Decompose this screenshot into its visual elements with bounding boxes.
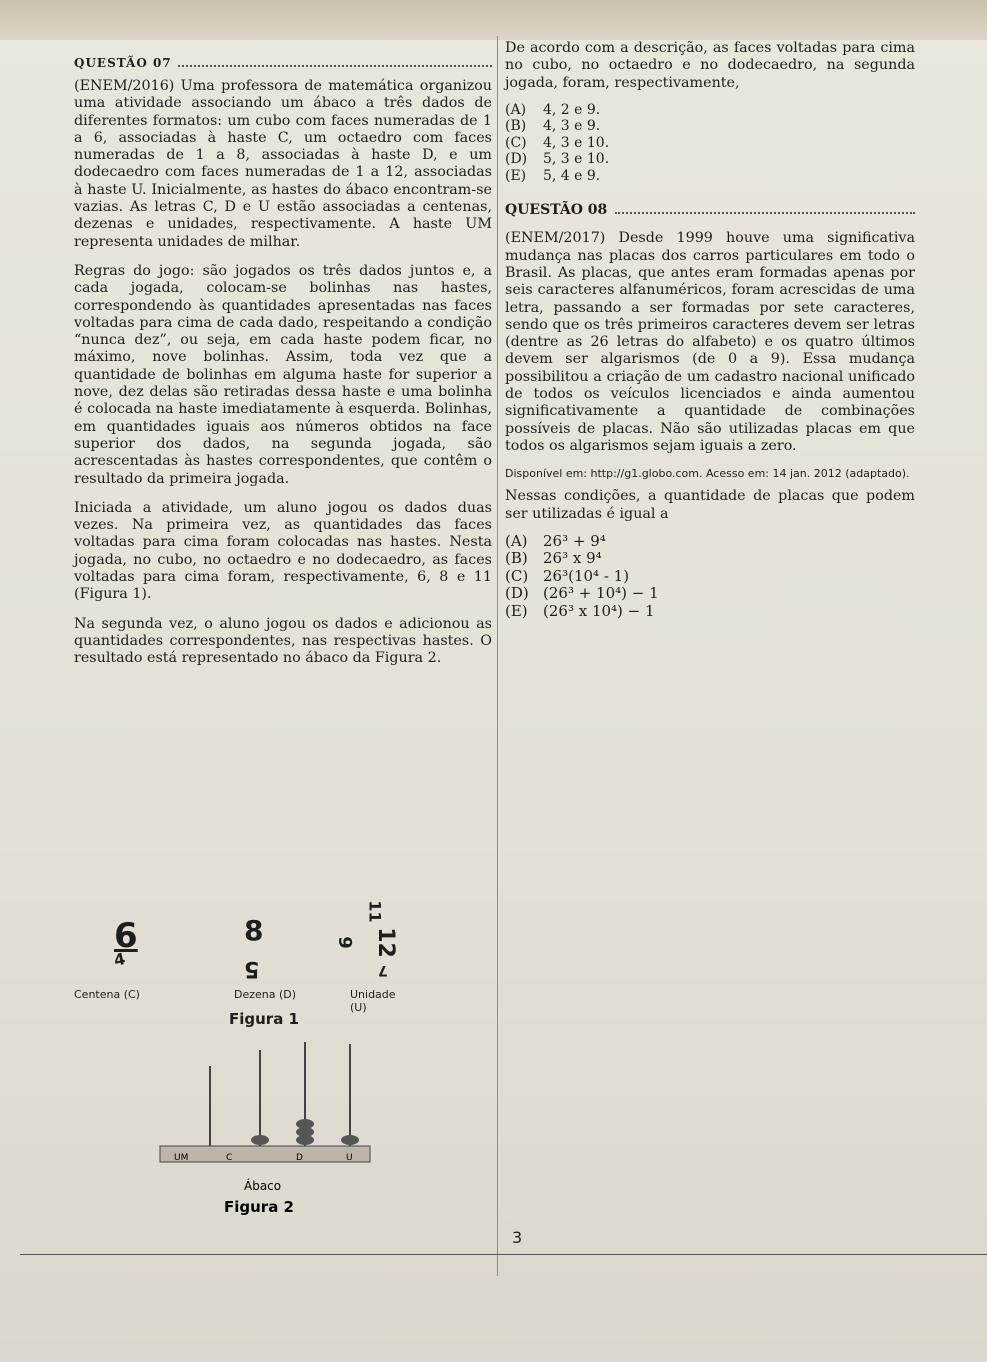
question-07-paragraph-4: Na segunda vez, o aluno jogou os dados e adicionou as quantidades correspondentes, nas respectivas hastes. O resultado está representado no ábaco da Figura 2. bbox=[74, 615, 492, 667]
column-divider bbox=[497, 36, 498, 1276]
figure-1 bbox=[74, 900, 398, 1036]
figure-2-abacus bbox=[150, 1036, 380, 1236]
option-key: (C) bbox=[505, 134, 527, 151]
dodecahedron-die-left: 6 bbox=[335, 936, 357, 949]
rod-label-u: U bbox=[346, 1153, 353, 1163]
option-text: 5, 4 e 9. bbox=[543, 167, 601, 184]
rod-label-c: C bbox=[226, 1153, 233, 1163]
option-item[interactable] bbox=[505, 118, 915, 135]
option-text: 4, 2 e 9. bbox=[543, 101, 601, 118]
option-text: 4, 3 e 10. bbox=[543, 134, 610, 151]
page-number: 3 bbox=[512, 1228, 523, 1247]
option-text: 5, 3 e 10. bbox=[543, 151, 610, 168]
question-07-paragraph-3: Iniciada a atividade, um aluno jogou os dados duas vezes. Na primeira vez, as quantidades das faces voltadas para cima foram colocadas nas hastes. Nesta jogada, no cubo, no octaedro e no dodecaedro, as faces voltadas para cima foram, respectivamente, 6, 8 e 11 (Figura 1). bbox=[74, 499, 492, 603]
option-text: 26³ + 9⁴ bbox=[543, 531, 606, 550]
option-item[interactable] bbox=[505, 603, 915, 621]
octahedron-die-face: 8 bbox=[244, 914, 264, 947]
question-08-title-row bbox=[505, 202, 915, 218]
cube-die-face: 6 bbox=[114, 916, 138, 956]
rod-label-d: D bbox=[296, 1153, 303, 1163]
right-column bbox=[505, 40, 915, 620]
decorative-line bbox=[178, 59, 492, 67]
dodecahedron-die-top: 11 bbox=[365, 900, 385, 923]
question-08-options bbox=[505, 533, 915, 621]
option-key: (D) bbox=[505, 584, 529, 603]
option-key: (E) bbox=[505, 601, 528, 620]
option-item[interactable] bbox=[505, 135, 915, 152]
option-text: (26³ x 10⁴) − 1 bbox=[543, 601, 655, 620]
question-08-paragraph: (ENEM/2017) Desde 1999 houve uma significativa mudança nas placas dos carros particulares em todo o Brasil. As placas, que antes eram formadas apenas por seis caracteres alfanuméricos, foram acrescidas de uma letra, passando a ser formadas por sete caracteres, sendo que os três primeiros caracteres devem ser letras (dentre as 26 letras do alfabeto) e os quatro últimos devem ser algarismos (de 0 a 9). Essa mudança possibilitou a criação de um cadastro nacional unificado de todos os veículos licenciados e ainda aumentou significativamente a quantidade de combinações possíveis de placas. Não são utilizadas placas em que todos os algarismos sejam iguais a zero. bbox=[505, 230, 915, 454]
figure-1-caption: Figura 1 bbox=[229, 1010, 299, 1028]
question-08-source: Disponível em: http://g1.globo.com. Acesso em: 14 jan. 2012 (adaptado). bbox=[505, 467, 910, 481]
option-key: (B) bbox=[505, 549, 528, 568]
cube-die-side: 4 bbox=[112, 949, 127, 970]
question-08-question: Nessas condições, a quantidade de placas que podem ser utilizadas é igual a bbox=[505, 488, 915, 522]
torn-paper-edge bbox=[0, 0, 987, 40]
option-item[interactable] bbox=[505, 151, 915, 168]
abacus-drawing bbox=[150, 1036, 380, 1236]
option-key: (A) bbox=[505, 531, 528, 550]
option-item[interactable] bbox=[505, 568, 915, 586]
option-key: (E) bbox=[505, 167, 527, 184]
option-item[interactable] bbox=[505, 168, 915, 185]
option-item[interactable] bbox=[505, 550, 915, 568]
label-centena: Centena (C) bbox=[74, 988, 140, 1001]
label-unidade: Unidade (U) bbox=[350, 988, 396, 1014]
option-key: (C) bbox=[505, 566, 529, 585]
octahedron-die-side: 5 bbox=[244, 956, 260, 981]
option-text: 26³ x 9⁴ bbox=[543, 549, 602, 568]
option-key: (B) bbox=[505, 118, 527, 135]
label-dezena: Dezena (D) bbox=[234, 988, 297, 1001]
option-key: (A) bbox=[505, 101, 527, 118]
question-07-paragraph-1: (ENEM/2016) Uma professora de matemática organizou uma atividade associando um ábaco a três dados de diferentes formatos: um cubo com faces numeradas de 1 a 6, associadas à haste C, um octaedro com faces numeradas de 1 a 8, associadas à haste D, e um dodecaedro com faces numeradas de 1 a 12, associadas à haste U. Inicialmente, as hastes do ábaco encontram-se vazias. As letras C, D e U estão associadas a centenas, dezenas e unidades, respectivamente. A haste UM representa unidades de milhar. bbox=[74, 78, 492, 250]
decorative-line bbox=[615, 206, 915, 214]
option-key: (D) bbox=[505, 151, 528, 168]
dodecahedron-die-face: 12 bbox=[372, 927, 398, 958]
bead-d-3 bbox=[296, 1119, 314, 1129]
option-item[interactable] bbox=[505, 533, 915, 551]
question-07-left-column bbox=[74, 56, 492, 668]
rod-label-um: UM bbox=[174, 1153, 189, 1163]
question-07-title: QUESTÃO 07 bbox=[74, 56, 172, 70]
option-text: 26³(10⁴ - 1) bbox=[543, 566, 630, 585]
dodecahedron-die-bottom: 7 bbox=[378, 962, 388, 978]
abacus-base bbox=[160, 1146, 370, 1162]
bead-u-1 bbox=[341, 1135, 359, 1145]
abacus-name: Ábaco bbox=[244, 1179, 282, 1193]
figure-2-caption: Figura 2 bbox=[224, 1198, 294, 1216]
question-08-title: QUESTÃO 08 bbox=[505, 202, 608, 219]
question-07-paragraph-2: Regras do jogo: são jogados os três dados juntos e, a cada jogada, colocam-se bolinhas nas hastes, correspondendo às quantidades apresentadas nas faces voltadas para cima de cada dado, respeitando a condição “nunca dez”, ou seja, em cada haste podem ficar, no máximo, nove bolinhas. Assim, toda vez que a quantidade de bolinhas em alguma haste for superior a nove, dez delas são retiradas dessa haste e uma bolinha é colocada na haste imediatamente à esquerda. Bolinhas, em quantidades iguais aos números obtidos na face superior dos dados, na segunda jogada, são acrescentadas às hastes correspondentes, que contêm o resultado da primeira jogada. bbox=[74, 262, 492, 487]
bead-c-1 bbox=[251, 1135, 269, 1145]
option-item[interactable] bbox=[505, 585, 915, 603]
question-07-options bbox=[505, 102, 915, 185]
bottom-rule bbox=[20, 1254, 987, 1255]
option-text: 4, 3 e 9. bbox=[543, 118, 601, 135]
option-text: (26³ + 10⁴) − 1 bbox=[543, 584, 659, 603]
option-item[interactable] bbox=[505, 102, 915, 119]
question-07-intro: De acordo com a descrição, as faces voltadas para cima no cubo, no octaedro e no dodecaedro, na segunda jogada, foram, respectivamente, bbox=[505, 40, 915, 91]
question-07-title-row bbox=[74, 56, 492, 70]
